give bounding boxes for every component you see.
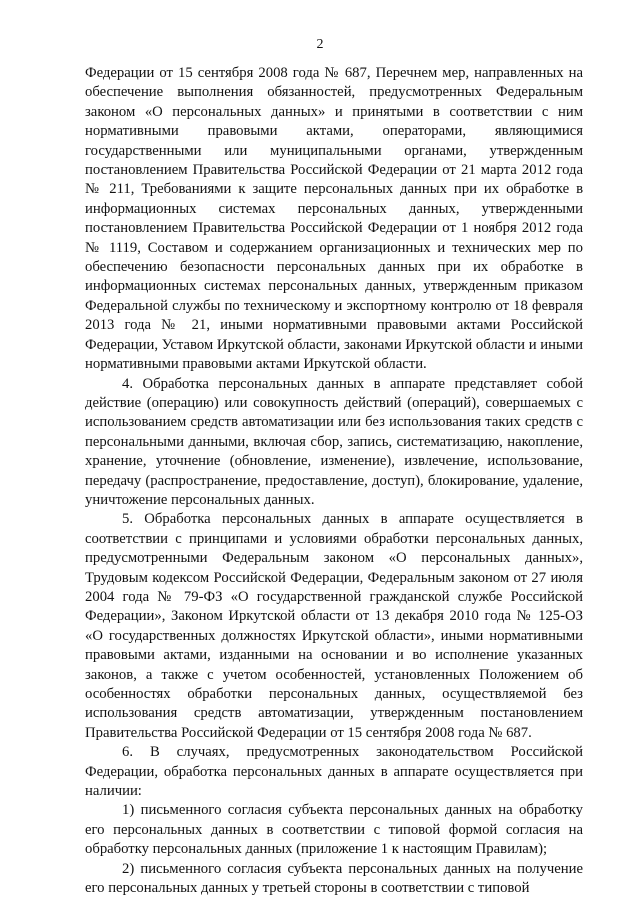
paragraph-6: 6. В случаях, предусмотренных законодательством Российской Федерации, обработка персональных данных в аппарате осуществляется при наличии: [85,744,583,800]
paragraph-5: 5. Обработка персональных данных в аппарате осуществляется в соответствии с принципами и условиями обработки персональных данных, предусмотренными Федеральным законом «О персональных данных», Трудовым кодексом Российской Федерации, Федеральным законом от 27 июля 2004 года № 79-ФЗ «О государственной гражданской службе Российской Федерации», Законом Иркутской области от 13 декабря 2010 года № 125-ОЗ «О государственных должностях Иркутской области», иными нормативными правовыми актами, изданными на основании и во исполнение указанных законов, а также с учетом особенностей, установленных Положением об особенностях обработки персональных данных, осуществляемой без использования средств автоматизации, утвержденным постановлением Правительства Российской Федерации от 15 сентября 2008 года № 687. [85,511,583,741]
paragraph-6-item-1: 1) письменного согласия субъекта персональных данных на обработку его персональных данных в соответствии с типовой формой согласия на обработку персональных данных (приложение 1 к настоящим Правилам); [85,802,583,858]
paragraph-4: 4. Обработка персональных данных в аппарате представляет собой действие (операцию) или совокупность действий (операций), совершаемых с использованием средств автоматизации или без использования таких средств с персональными данными, включая сбор, запись, систематизацию, накопление, хранение, уточнение (обновление, изменение), извлечение, использование, передачу (распространение, предоставление, доступ), блокирование, удаление, уничтожение персональных данных. [85,375,583,508]
paragraph-6-item-2: 2) письменного согласия субъекта персональных данных на получение его персональных данных у третьей стороны в соответствии с типовой [85,860,583,897]
page-number: 2 [316,37,324,52]
document-body [85,64,583,898]
paragraph-continuation: Федерации от 15 сентября 2008 года № 687, Перечнем мер, направленных на обеспечение выполнения обязанностей, предусмотренных Федеральным законом «О персональных данных» и принятыми в соответствии с ним нормативными правовыми актами, операторами, являющимися государственными или муниципальными органами, утвержденным постановлением Правительства Российской Федерации от 21 марта 2012 года № 211, Требованиями к защите персональных данных при их обработке в информационных системах персональных данных, утвержденными постановлением Правительства Российской Федерации от 1 ноября 2012 года № 1119, Составом и содержанием организационных и технических мер по обеспечению безопасности персональных данных при их обработке в информационных системах персональных данных, утвержденным приказом Федеральной службы по техническому и экспортному контролю от 18 февраля 2013 года № 21, иными нормативными правовыми актами Российской Федерации, Уставом Иркутской области, законами Иркутской области и иными нормативными правовыми актами Иркутской области. [85,65,583,373]
